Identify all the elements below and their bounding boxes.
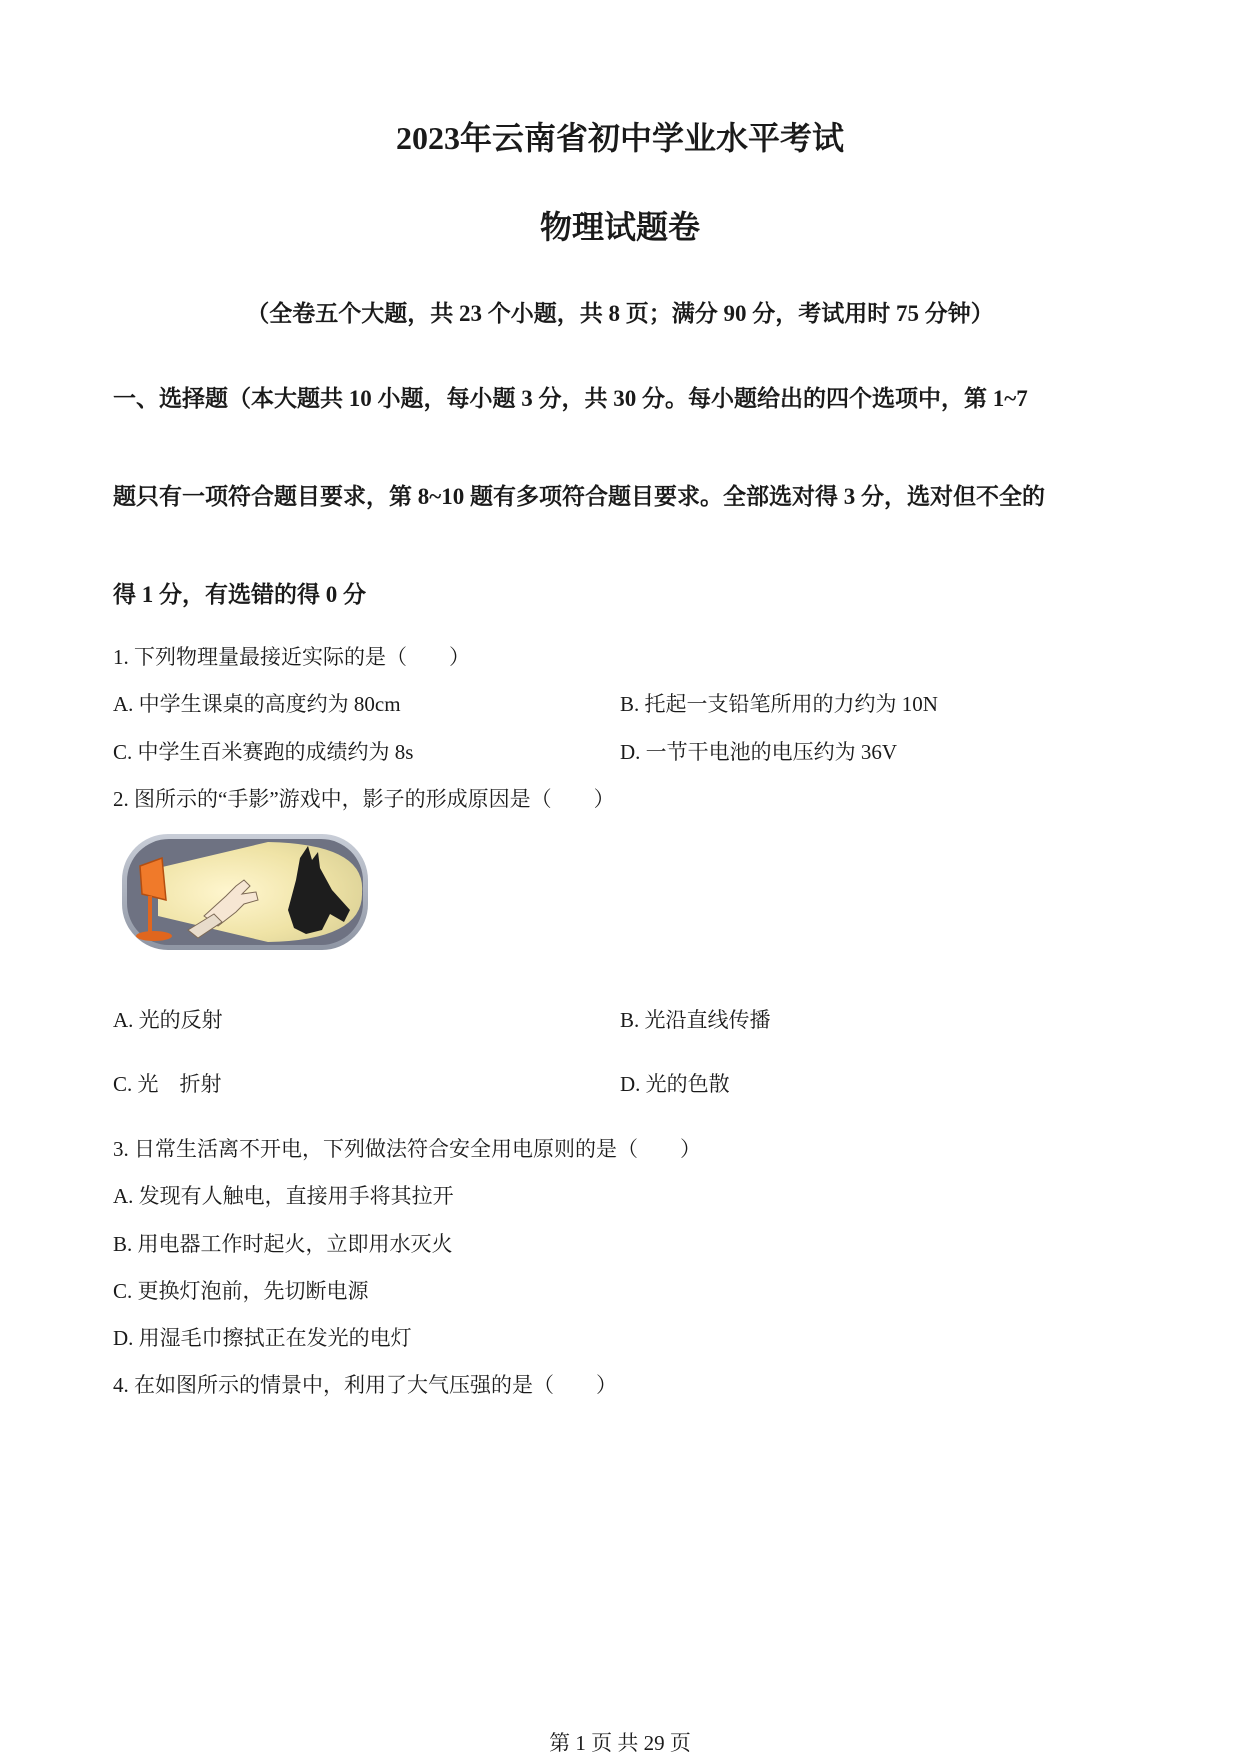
question-3-option-c: C. 更换灯泡前，先切断电源: [113, 1279, 369, 1303]
exam-title: 2023年云南省初中学业水平考试: [395, 120, 844, 156]
question-2-option-d: D. 光的色散: [620, 1072, 730, 1096]
question-2-option-b: B. 光沿直线传播: [620, 1008, 771, 1032]
question-1-option-c: C. 中学生百米赛跑的成绩约为 8s: [113, 740, 414, 764]
lamp-head: [140, 858, 166, 900]
question-1-option-b: B. 托起一支铅笔所用的力约为 10N: [620, 692, 938, 716]
exam-info: （全卷五个大题，共 23 个小题，共 8 页；满分 90 分，考试用时 75 分钟）: [246, 301, 994, 326]
question-3-option-b: B. 用电器工作时起火，立即用水灭火: [113, 1232, 453, 1256]
section-heading-line-2: 题只有一项符合题目要求，第 8~10 题有多项符合题目要求。全部选对得 3 分，选对但不全的: [113, 484, 1045, 509]
question-1-option-d: D. 一节干电池的电压约为 36V: [620, 740, 898, 764]
section-heading-line-3: 得 1 分，有选错的得 0 分: [113, 582, 366, 607]
question-3-option-a: A. 发现有人触电，直接用手将其拉开: [113, 1184, 454, 1208]
question-1-option-a: A. 中学生课桌的高度约为 80cm: [113, 692, 401, 716]
question-3-option-d: D. 用湿毛巾擦拭正在发光的电灯: [113, 1326, 412, 1350]
question-1-stem: 1. 下列物理量最接近实际的是（ ）: [113, 645, 470, 669]
paper-subtitle: 物理试题卷: [539, 209, 700, 245]
section-heading-line-1: 一、选择题（本大题共 10 小题，每小题 3 分，共 30 分。每小题给出的四个选项中，第 1~7: [113, 386, 1028, 411]
question-3-stem: 3. 日常生活离不开电，下列做法符合安全用电原则的是（ ）: [113, 1137, 701, 1161]
lamp-stand: [148, 896, 152, 934]
hand-shadow-figure: [118, 830, 372, 954]
question-2-option-a: A. 光的反射: [113, 1008, 223, 1032]
question-2-stem: 2. 图所示的“手影”游戏中，影子的形成原因是（ ）: [113, 787, 615, 811]
question-2-option-c: C. 光 折射: [113, 1072, 222, 1096]
lamp-base: [136, 931, 172, 941]
question-4-stem: 4. 在如图所示的情景中，利用了大气压强的是（ ）: [113, 1373, 617, 1397]
page-number: 第 1 页 共 29 页: [549, 1731, 691, 1755]
